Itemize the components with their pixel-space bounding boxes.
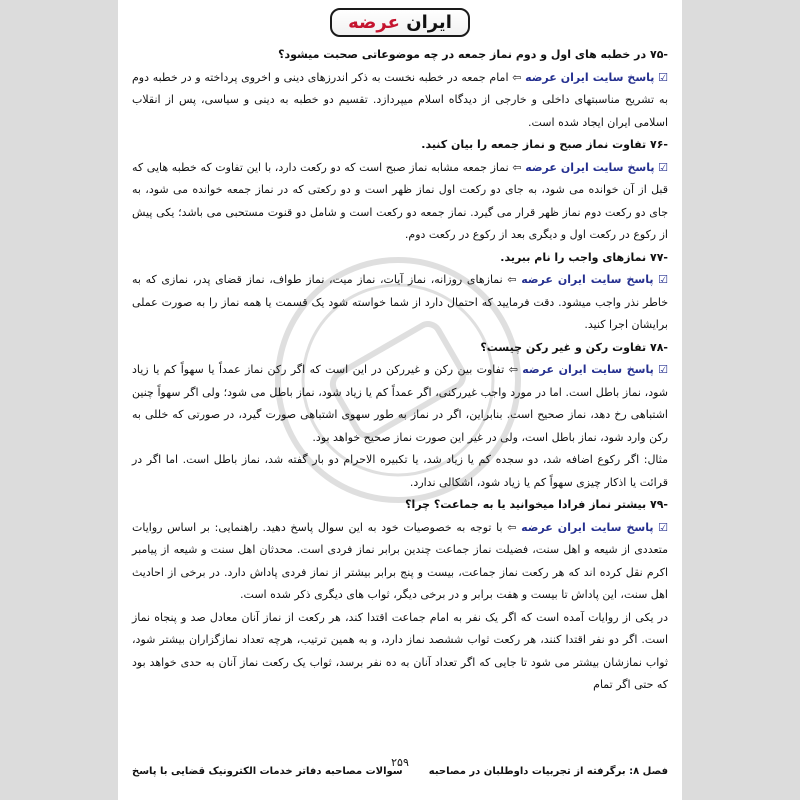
extra-paragraph: مثال: اگر رکوع اضافه شد، دو سجده کم یا زیاد شد، یا تکبیره الاحرام دو بار گفته شد، نماز باطل است. اما اگر در قرائت یا اذکار چیزی سهواً کم یا زیاد شود، اشکالی ندارد.: [132, 453, 668, 489]
answer-label: پاسخ سایت ایران عرضه: [522, 363, 654, 376]
checkbox-icon: ☑: [658, 363, 669, 376]
question-title: -۷۶ تفاوت نماز صبح و نماز جمعه را بیان کنید.: [421, 138, 668, 151]
checkbox-icon: ☑: [658, 520, 669, 534]
answer-paragraph: [132, 359, 668, 449]
arrow-icon: ⇦: [512, 160, 522, 174]
answer-text: نماز جمعه مشابه نماز صبح است که دو رکعت دارد، با این تفاوت که خطبه هایی که قبل از آن خوانده می شود، به جای دو رکعت اول نماز ظهر است و دو رکعتی که در نماز جمعه خوانده می شود، به جای دو رکعت دوم نماز ظهر قرار می گیرد. نماز جمعه دو رکعت است و شامل دو قنوت مستحبی می باشد؛ یکی پیش از رکوع در رکعت اول و دیگری بعد از رکوع در رکعت دوم.: [132, 160, 668, 241]
answer-label: پاسخ سایت ایران عرضه: [525, 70, 655, 84]
answer-paragraph: [132, 269, 668, 337]
answer-paragraph: [132, 517, 668, 607]
header-logo: [118, 2, 682, 42]
page-number: ۲۵۹: [391, 756, 409, 769]
logo-frame: [330, 8, 470, 37]
arrow-icon: ⇦: [508, 363, 518, 376]
question-title: -۷۷ نمازهای واجب را نام ببرید.: [500, 250, 668, 264]
qa-block: [132, 337, 668, 495]
logo-word-iran: ایران: [406, 11, 452, 33]
answer-label: پاسخ سایت ایران عرضه: [521, 273, 654, 286]
answer-label: پاسخ سایت ایران عرضه: [525, 160, 655, 174]
answer-paragraph: [132, 157, 668, 247]
extra-paragraph: در یکی از روایات آمده است که اگر یک نفر به امام جماعت اقتدا کند، هر رکعت از نماز آنان معادل صد و پنجاه نماز است. اگر دو نفر اقتدا کنند، هر رکعت ثواب ششصد نماز دارد، و به همین ترتیب، هرچه تعداد نمازگزاران بیشتر شود، ثواب نمازشان بیشتر می شود تا جایی که اگر تعداد آنان به ده نفر برسد، ثواب یک رکعت نماز آنان به حدی خواهد بود که حتی اگر تمام: [132, 610, 668, 691]
answer-label: پاسخ سایت ایران عرضه: [521, 520, 654, 534]
question-title: -۷۹ بیشتر نماز فرادا میخوانید یا به جماعت؟ چرا؟: [405, 498, 668, 511]
qa-block: [132, 247, 668, 337]
arrow-icon: ⇦: [507, 520, 517, 534]
page-footer: [132, 756, 668, 788]
arrow-icon: ⇦: [507, 273, 517, 286]
footer-chapter: فصل ۸: برگرفته از تجربیات داوطلبان در مصاحبه: [428, 766, 668, 777]
qa-content: [132, 44, 668, 750]
qa-block: [132, 134, 668, 247]
logo-word-arzeh: عرضه: [348, 11, 400, 33]
footer-book-title: سوالات مصاحبه دفاتر خدمات الکترونیک قضایی با پاسخ: [132, 766, 403, 777]
answer-paragraph: [132, 67, 668, 135]
arrow-icon: ⇦: [512, 70, 522, 84]
answer-text: تفاوت بین رکن و غیررکن در این است که اگر رکن نماز عمداً یا سهواً کم یا زیاد شود، نماز باطل است. اما در مورد واجب غیررکنی، اگر عمداً کم یا زیاد شود، نماز باطل می شود؛ ولی اگر سهواً چنین اشتباهی رخ دهد، نماز صحیح است. بنابراین، اگر در نماز به طور سهوی اشتباهی صورت گیرد، در صورتی که خللی به رکن وارد شود، نماز باطل است، ولی در غیر این صورت نماز صحیح خواهد بود.: [132, 363, 668, 444]
answer-text: نمازهای روزانه، نماز آیات، نماز میت، نماز طواف، نماز قضای پدر، نمازی که به خاطر نذر واجب میشود. دقت فرمایید که احتمال دارد از شما خواسته شود یک قسمت یا همه نماز را به صورت عملی برایشان اجرا کنید.: [132, 273, 668, 331]
document-page: [118, 0, 682, 800]
question-title: -۷۸ تفاوت رکن و غیر رکن چیست؟: [480, 340, 668, 354]
checkbox-icon: ☑: [658, 70, 668, 84]
answer-text: با توجه به خصوصیات خود به این سوال پاسخ دهید. راهنمایی: بر اساس روایات متعددی از شیعه و اهل سنت، فضیلت نماز جماعت چندین برابر نماز فردی است. محدثان اهل سنت و شیعه از پیامبر اکرم نقل کرده اند که هر رکعت نماز جماعت، بیست و پنج برابر بیشتر از نماز فردی پاداش دارد. در برخی از احادیث اهل سنت، این پاداش تا بیست و هفت برابر و در برخی دیگر، ثواب های دیگری ذکر شده است.: [132, 520, 668, 601]
checkbox-icon: ☑: [658, 160, 669, 174]
answer-text: امام جمعه در خطبه نخست به ذکر اندرزهای دینی و اخروی پرداخته و در خطبه دوم به تشریح مناسبتهای داخلی و خارجی از دیدگاه اسلام میپردازد. تقسیم دو خطبه به دینی و سیاسی، پس از انقلاب اسلامی ایران ایجاد شده است.: [132, 70, 668, 129]
checkbox-icon: ☑: [658, 273, 669, 286]
qa-block: [132, 44, 668, 134]
qa-block: [132, 494, 668, 697]
question-title: -۷۵ در خطبه های اول و دوم نماز جمعه در چه موضوعاتی صحبت میشود؟: [278, 48, 668, 61]
